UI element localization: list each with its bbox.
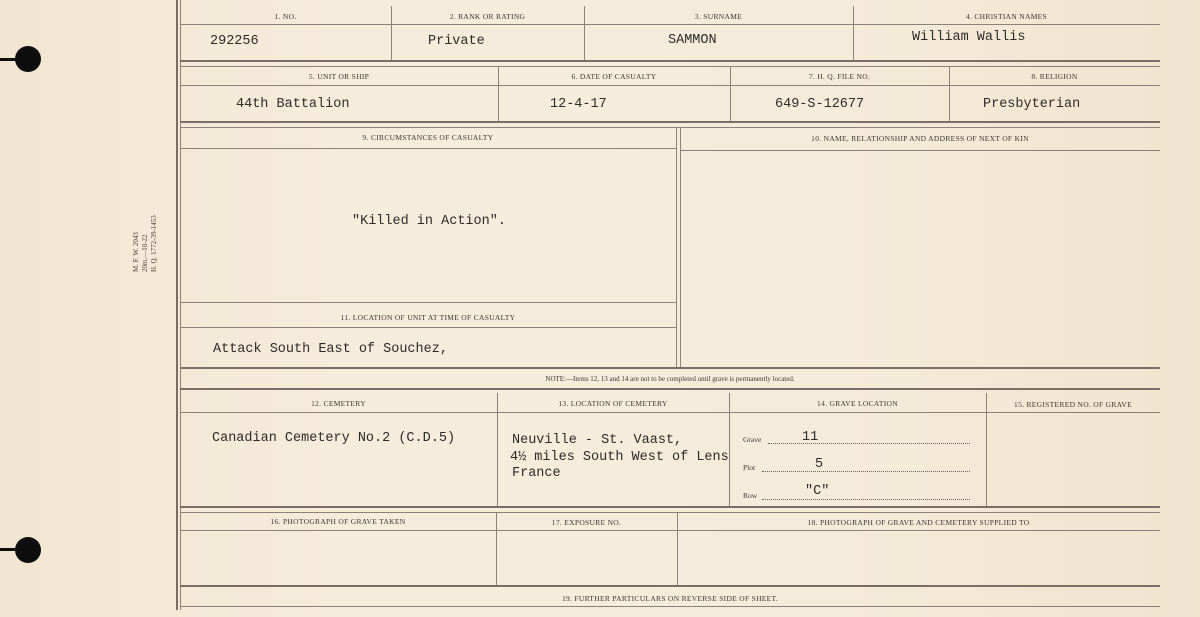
label-rank: 2. RANK OR RATING bbox=[449, 12, 526, 21]
value-row: "C" bbox=[805, 484, 830, 499]
value-location-cemetery-line1: Neuville - St. Vaast, bbox=[512, 433, 683, 448]
value-hq: 649-S-12677 bbox=[775, 97, 865, 112]
rule bbox=[180, 327, 676, 328]
value-surname: SAMMON bbox=[668, 33, 717, 48]
label-grave: Grave bbox=[743, 435, 762, 444]
rule bbox=[180, 512, 1160, 513]
value-grave: 11 bbox=[802, 430, 819, 445]
rule bbox=[180, 60, 1160, 62]
completion-note: NOTE:—Items 12, 13 and 14 are not to be completed until grave is permanently located. bbox=[545, 375, 795, 383]
label-location-unit: 11. LOCATION OF UNIT AT TIME OF CASUALTY bbox=[340, 313, 516, 322]
label-photo-supplied: 18. PHOTOGRAPH OF GRAVE AND CEMETERY SUPPLIED TO bbox=[807, 518, 1030, 527]
value-plot: 5 bbox=[815, 457, 824, 472]
value-location-cemetery-line2: 4½ miles South West of Lens bbox=[510, 450, 729, 465]
label-cemetery: 12. CEMETERY bbox=[311, 399, 366, 408]
label-grave-location: 14. GRAVE LOCATION bbox=[817, 399, 898, 408]
label-row: Row bbox=[743, 491, 758, 500]
rule bbox=[180, 24, 1160, 25]
rule bbox=[180, 148, 676, 149]
divider bbox=[676, 127, 677, 367]
value-religion: Presbyterian bbox=[983, 97, 1081, 112]
label-next-of-kin: 10. NAME, RELATIONSHIP AND ADDRESS OF NEXT OF KIN bbox=[811, 134, 1029, 143]
value-rank: Private bbox=[428, 34, 485, 49]
rule bbox=[180, 66, 1160, 67]
rule bbox=[180, 127, 1160, 128]
stamp-line-1: M. F. W. 2043 bbox=[132, 232, 140, 272]
form-code-stamp bbox=[132, 192, 159, 272]
label-further-particulars: 19. FURTHER PARTICULARS ON REVERSE SIDE OF SHEET. bbox=[561, 594, 779, 603]
label-location-cemetery: 13. LOCATION OF CEMETERY bbox=[558, 399, 668, 408]
value-circumstances: "Killed in Action". bbox=[352, 214, 506, 229]
rule bbox=[180, 412, 1160, 413]
stamp-line-2: 20m.—10-22 bbox=[141, 234, 149, 272]
plot-line bbox=[762, 471, 970, 472]
divider bbox=[986, 393, 987, 506]
value-date: 12-4-17 bbox=[550, 97, 607, 112]
punch-hole-top bbox=[15, 46, 41, 72]
grave-line bbox=[768, 443, 970, 444]
punch-hole-bottom bbox=[15, 537, 41, 563]
divider bbox=[497, 393, 498, 506]
label-registered: 15. REGISTERED NO. OF GRAVE bbox=[1014, 400, 1132, 409]
rule bbox=[180, 85, 1160, 86]
label-surname: 3. SURNAME bbox=[694, 12, 743, 21]
divider bbox=[729, 393, 730, 506]
label-religion: 8. RELIGION bbox=[1031, 72, 1078, 81]
value-no: 292256 bbox=[210, 34, 259, 49]
label-hq: 7. H. Q. FILE NO. bbox=[808, 72, 871, 81]
label-date: 6. DATE OF CASUALTY bbox=[571, 72, 657, 81]
label-christian: 4. CHRISTIAN NAMES bbox=[965, 12, 1048, 21]
rule bbox=[680, 150, 1160, 151]
value-cemetery: Canadian Cemetery No.2 (C.D.5) bbox=[212, 431, 456, 446]
rule bbox=[180, 302, 676, 303]
label-no: 1. NO. bbox=[274, 12, 297, 21]
label-photo-taken: 16. PHOTOGRAPH OF GRAVE TAKEN bbox=[270, 517, 406, 526]
value-christian: William Wallis bbox=[912, 30, 1026, 45]
label-plot: Plot bbox=[743, 463, 756, 472]
label-circumstances: 9. CIRCUMSTANCES OF CASUALTY bbox=[362, 133, 494, 142]
rule bbox=[180, 585, 1160, 587]
rule bbox=[180, 506, 1160, 508]
label-unit: 5. UNIT OR SHIP bbox=[308, 72, 370, 81]
value-location-cemetery-line3: France bbox=[512, 466, 561, 481]
divider bbox=[680, 127, 681, 367]
left-border bbox=[176, 0, 178, 610]
rule bbox=[180, 121, 1160, 123]
rule bbox=[180, 606, 1160, 607]
value-location-unit: Attack South East of Souchez, bbox=[213, 342, 448, 357]
label-exposure: 17. EXPOSURE NO. bbox=[551, 518, 622, 527]
row-line bbox=[762, 499, 970, 500]
rule bbox=[180, 388, 1160, 390]
stamp-line-3: H. Q. 1772-39-1453 bbox=[150, 215, 158, 272]
rule bbox=[180, 530, 1160, 531]
rule bbox=[180, 367, 1160, 369]
value-unit: 44th Battalion bbox=[236, 97, 350, 112]
